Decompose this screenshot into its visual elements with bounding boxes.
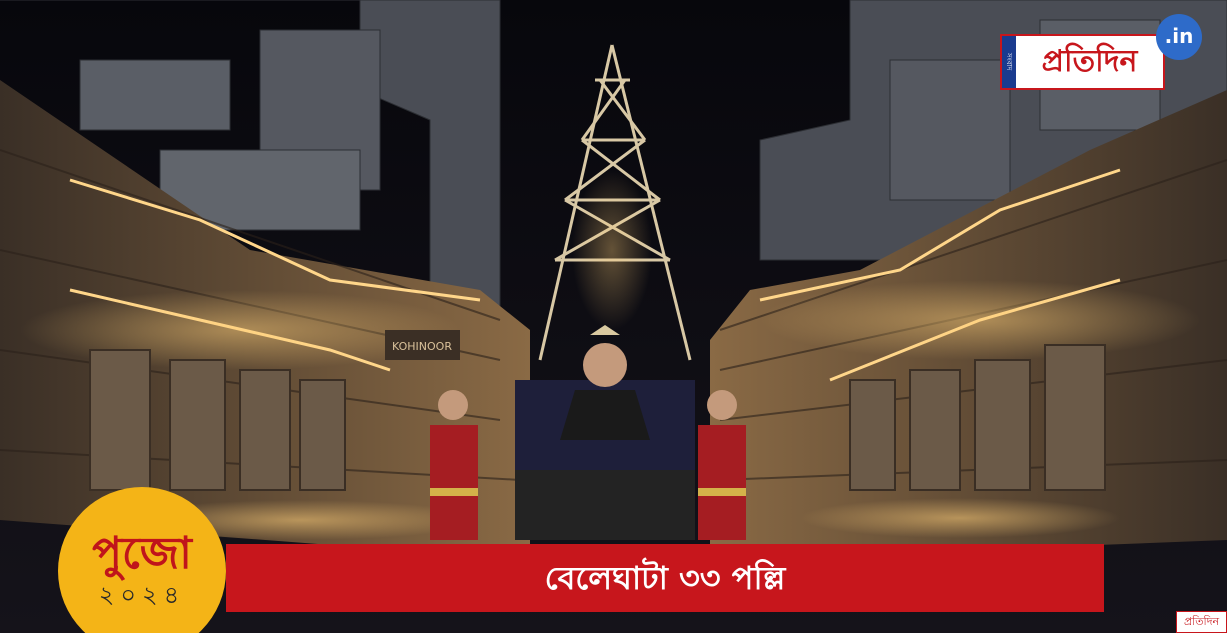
queen-figure <box>583 343 627 387</box>
corner-watermark: প্রতিদিন <box>1176 611 1227 633</box>
caption-text: বেলেঘাটা ৩৩ পল্লি <box>544 559 786 597</box>
channel-logo[interactable] <box>1000 14 1210 94</box>
caption-banner <box>226 544 1104 612</box>
kohinoor-sign-text: KOHINOOR <box>392 340 452 353</box>
logo-box <box>1000 34 1165 90</box>
badge-word: পুজো <box>92 528 192 579</box>
badge-year: ২০২৪ <box>98 581 186 609</box>
logo-side-text: সংবাদ <box>1002 36 1016 88</box>
logo-suffix-badge: .in <box>1156 14 1202 60</box>
logo-wordmark: প্রতিদিন <box>1041 44 1138 79</box>
